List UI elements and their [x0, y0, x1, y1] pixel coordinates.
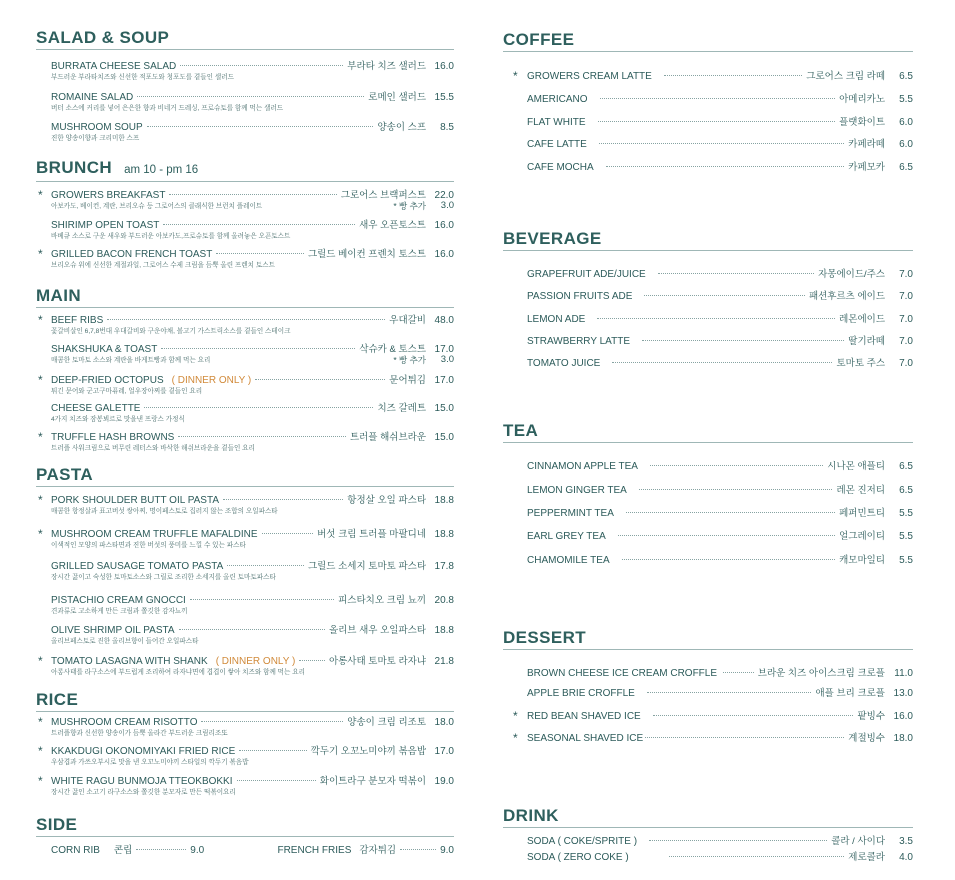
item-name-ko: 콘립 — [113, 845, 133, 856]
item-name-ko: 버섯 크림 트러플 마팔디네 — [317, 529, 426, 540]
item-price: 11.0 — [894, 668, 913, 679]
dinner-only-badge: ( DINNER ONLY ) — [215, 656, 296, 667]
item-name-ko: 새우 오픈토스트 — [359, 220, 426, 231]
menu-item[interactable] — [503, 290, 913, 303]
item-name-ko: 항정살 오일 파스타 — [347, 495, 426, 506]
leader-dots — [644, 295, 805, 296]
section-main — [36, 286, 454, 308]
item-name-ko: 레몬 진저티 — [836, 485, 885, 496]
menu-item[interactable] — [503, 313, 913, 326]
section-coffee — [503, 30, 913, 52]
menu-item[interactable] — [36, 189, 454, 211]
menu-item[interactable] — [36, 745, 454, 767]
item-price: 6.5 — [899, 71, 913, 82]
item-name: PEPPERMINT TEA — [527, 508, 614, 519]
item-description: 장시간 끓이고 숙성한 토마토소스와 그릴로 조리한 소세지를 올린 토마토파스타 — [51, 574, 276, 581]
item-name: SEASONAL SHAVED ICE — [527, 733, 644, 744]
item-name: FRENCH FRIES — [277, 845, 352, 856]
leader-dots — [600, 98, 836, 99]
item-name: APPLE BRIE CROFFLE — [527, 688, 635, 699]
section-title: BRUNCH am 10 - pm 16 — [36, 158, 454, 182]
leader-dots — [299, 660, 325, 661]
item-price: 7.0 — [899, 336, 913, 347]
item-price: 6.0 — [899, 139, 913, 150]
item-name-ko: 아롱사태 토마토 라자냐 — [328, 656, 426, 667]
item-price: 6.5 — [899, 485, 913, 496]
menu-item[interactable] — [36, 219, 454, 241]
menu-item[interactable] — [503, 484, 913, 497]
leader-dots — [653, 715, 854, 716]
item-name: GROWERS BREAKFAST — [51, 190, 166, 201]
menu-item[interactable] — [36, 655, 454, 677]
item-description: 올리브페스토로 진한 올리브향이 들어간 오일파스타 — [51, 638, 199, 645]
leader-dots — [223, 499, 343, 500]
item-price: 5.5 — [899, 94, 913, 105]
item-name-ko: 로메인 샐러드 — [368, 92, 426, 103]
leader-dots — [163, 224, 355, 225]
item-description: 4가지 치즈와 잠봉뵈르로 맛을낸 프랑스 가정식 — [51, 416, 185, 423]
signature-star-icon: * — [38, 247, 43, 261]
signature-star-icon: * — [38, 430, 43, 444]
leader-dots — [136, 849, 186, 850]
item-name-ko: 치즈 갈레트 — [377, 403, 426, 414]
item-name: MUSHROOM SOUP — [51, 122, 143, 133]
item-name: LEMON GINGER TEA — [527, 485, 627, 496]
item-name: PISTACHIO CREAM GNOCCI — [51, 595, 186, 606]
item-price: 18.0 — [893, 733, 913, 744]
section-title: SIDE — [36, 815, 454, 837]
item-price: 5.5 — [899, 555, 913, 566]
item-name-ko: 그로어스 크림 라떼 — [806, 71, 885, 82]
leader-dots — [239, 750, 306, 751]
menu-item[interactable] — [36, 402, 454, 424]
item-price: 16.0 — [434, 220, 454, 231]
item-name-ko: 자몽에이드/주스 — [818, 269, 885, 280]
item-description: 이색적인 모양의 파스타면과 진한 버섯의 풍미를 느낄 수 있는 파스타 — [51, 542, 246, 549]
leader-dots — [639, 489, 833, 490]
extra-price: 3.0 — [440, 354, 454, 365]
item-price: 17.0 — [434, 746, 454, 757]
item-price: 7.0 — [899, 314, 913, 325]
section-title: PASTA — [36, 465, 454, 487]
leader-dots — [645, 737, 844, 738]
item-name-ko: 그릴드 베이컨 프렌치 토스트 — [307, 249, 426, 260]
item-price: 48.0 — [434, 315, 454, 326]
item-description: 트러플 사워크림으로 버무린 레터스와 바삭한 해쉬브라운을 곁들인 요리 — [51, 445, 255, 452]
item-name: RED BEAN SHAVED ICE — [527, 711, 641, 722]
menu-item[interactable] — [36, 528, 454, 550]
section-salad-soup — [36, 28, 454, 50]
item-description: 견과류로 고소하게 만든 크림과 쫄깃한 감자뇨끼 — [51, 608, 188, 615]
item-price: 4.0 — [899, 852, 913, 863]
item-price: 20.8 — [434, 595, 454, 606]
item-name-ko: 얼그레이티 — [839, 531, 885, 542]
item-name: BROWN CHEESE ICE CREAM CROFFLE — [527, 668, 718, 679]
item-price: 16.0 — [434, 61, 454, 72]
menu-item[interactable] — [503, 732, 913, 745]
item-name-ko: 양송이 크림 리조토 — [347, 717, 426, 728]
menu-item[interactable] — [503, 357, 913, 370]
section-title: MAIN — [36, 286, 454, 308]
item-name-ko: 캐모마일티 — [839, 555, 885, 566]
item-name: CHEESE GALETTE — [51, 403, 141, 414]
leader-dots — [169, 194, 336, 195]
menu-item[interactable] — [36, 343, 454, 365]
item-name: LEMON ADE — [527, 314, 586, 325]
leader-dots — [144, 407, 373, 408]
item-price: 6.5 — [899, 461, 913, 472]
item-name: CAFE LATTE — [527, 139, 587, 150]
menu-item[interactable] — [503, 116, 913, 129]
side-items-row — [36, 844, 454, 857]
signature-star-icon: * — [38, 313, 43, 327]
item-price: 7.0 — [899, 358, 913, 369]
item-name: MUSHROOM CREAM RISOTTO — [51, 717, 198, 728]
menu-item[interactable] — [503, 667, 913, 680]
leader-dots — [201, 721, 343, 722]
item-name-ko: 올리브 새우 오일파스타 — [328, 625, 426, 636]
menu-item[interactable] — [503, 460, 913, 473]
menu-item[interactable] — [36, 374, 454, 396]
menu-item[interactable] — [36, 60, 454, 82]
menu-item[interactable] — [36, 716, 454, 738]
leader-dots — [723, 672, 754, 673]
leader-dots — [137, 96, 364, 97]
item-price: 6.0 — [899, 117, 913, 128]
item-name: STRAWBERRY LATTE — [527, 336, 630, 347]
item-name-ko: 피스타치오 크림 뇨끼 — [338, 595, 426, 606]
leader-dots — [107, 319, 385, 320]
item-name: ROMAINE SALAD — [51, 92, 134, 103]
item-price: 7.0 — [899, 291, 913, 302]
menu-item[interactable] — [503, 851, 913, 864]
item-name-ko: 부라타 치즈 샐러드 — [347, 61, 426, 72]
section-tea — [503, 421, 913, 443]
item-name-ko: 애플 브리 크로플 — [815, 688, 885, 699]
leader-dots — [227, 565, 304, 566]
item-price: 3.5 — [899, 836, 913, 847]
item-name-ko: 깍두기 오꼬노미야끼 볶음밥 — [310, 746, 426, 757]
item-name: AMERICANO — [527, 94, 588, 105]
item-name-ko: 레몬에이드 — [839, 314, 885, 325]
item-price: 15.0 — [434, 432, 454, 443]
section-dessert — [503, 628, 913, 650]
dinner-only-badge: ( DINNER ONLY ) — [171, 375, 252, 386]
extra-price: 3.0 — [440, 200, 454, 211]
leader-dots — [161, 348, 355, 349]
item-price: 9.0 — [440, 845, 454, 856]
item-name: DEEP-FRIED OCTOPUS — [51, 375, 164, 386]
item-price: 16.0 — [893, 711, 913, 722]
signature-star-icon: * — [513, 709, 518, 723]
section-subtitle: am 10 - pm 16 — [124, 164, 199, 176]
item-name-ko: 시나몬 애플티 — [827, 461, 885, 472]
item-description: 매콤한 토마토 소스와 계란을 바게트빵과 함께 먹는 요리 — [51, 357, 211, 364]
signature-star-icon: * — [38, 744, 43, 758]
item-name-ko: 패션후르츠 에이드 — [808, 291, 885, 302]
item-price: 15.0 — [434, 403, 454, 414]
item-description: 꽃갈비살인 6,7,8번대 우대갈비와 구운야채, 볼고기 가스트릭소스를 곁들인 스테이크 — [51, 328, 291, 335]
item-name-ko: 문어튀김 — [389, 375, 426, 386]
item-name: SHIRIMP OPEN TOAST — [51, 220, 160, 231]
item-name: PASSION FRUITS ADE — [527, 291, 633, 302]
item-name: CAFE MOCHA — [527, 162, 594, 173]
item-name: PORK SHOULDER BUTT OIL PASTA — [51, 495, 219, 506]
leader-dots — [179, 629, 325, 630]
signature-star-icon: * — [513, 731, 518, 745]
menu-item[interactable] — [36, 560, 454, 582]
item-name: SHAKSHUKA & TOAST — [51, 344, 158, 355]
leader-dots — [597, 318, 835, 319]
item-extra — [393, 355, 454, 365]
leader-dots — [650, 465, 823, 466]
item-name-ko: 토마토 주스 — [836, 358, 885, 369]
menu-item[interactable] — [36, 775, 454, 797]
signature-star-icon: * — [513, 69, 518, 83]
section-rice — [36, 690, 454, 712]
item-name-ko: 트러플 해쉬브라운 — [349, 432, 426, 443]
item-price: 17.0 — [434, 375, 454, 386]
item-name: MUSHROOM CREAM TRUFFLE MAFALDINE — [51, 529, 258, 540]
menu-item[interactable] — [36, 314, 454, 336]
menu-item[interactable] — [503, 161, 913, 174]
leader-dots — [216, 253, 304, 254]
item-price: 6.5 — [899, 162, 913, 173]
item-description: 부드러운 부라타치즈와 신선한 적포도와 청포도를 곁들인 샐러드 — [51, 74, 234, 81]
item-name: FLAT WHITE — [527, 117, 586, 128]
item-name: SODA ( ZERO COKE ) — [527, 852, 629, 863]
section-drink — [503, 806, 913, 828]
menu-item[interactable] — [503, 335, 913, 348]
signature-star-icon: * — [38, 715, 43, 729]
item-name-ko: 페퍼민트티 — [839, 508, 885, 519]
leader-dots — [255, 379, 385, 380]
item-description: 아롱사태를 라구소스에 부드럽게 조리하여 라자냐면에 겹겹이 쌓아 치즈와 함께 먹는 요리 — [51, 669, 305, 676]
item-name-ko: 콜라 / 사이다 — [831, 836, 885, 847]
item-name-ko: 팥빙수 — [857, 711, 885, 722]
item-price: 18.8 — [434, 625, 454, 636]
signature-star-icon: * — [38, 527, 43, 541]
menu-item[interactable] — [36, 494, 454, 516]
leader-dots — [147, 126, 374, 127]
leader-dots — [649, 840, 827, 841]
menu-item[interactable] — [503, 507, 913, 520]
item-price: 9.0 — [190, 845, 205, 856]
leader-dots — [642, 340, 844, 341]
item-name-ko: 그로어스 브랙퍼스트 — [340, 190, 426, 201]
menu-item[interactable] — [36, 624, 454, 646]
section-side — [36, 815, 454, 837]
menu-item[interactable] — [503, 138, 913, 151]
menu-item[interactable] — [503, 70, 913, 83]
item-name-ko: 카페라떼 — [848, 139, 885, 150]
item-name: TOMATO JUICE — [527, 358, 601, 369]
item-name-ko: 화이트라구 분모자 떡볶이 — [319, 776, 426, 787]
item-name-ko: 우대갈비 — [389, 315, 426, 326]
item-name-ko: 아메리카노 — [839, 94, 885, 105]
item-name: GRAPEFRUIT ADE/JUICE — [527, 269, 646, 280]
item-price: 16.0 — [434, 249, 454, 260]
section-beverage — [503, 229, 913, 251]
leader-dots — [598, 121, 836, 122]
menu-item[interactable] — [503, 268, 913, 281]
menu-item[interactable] — [503, 687, 913, 700]
leader-dots — [618, 535, 835, 536]
signature-star-icon: * — [38, 188, 43, 202]
leader-dots — [237, 780, 316, 781]
item-price: 18.8 — [434, 529, 454, 540]
section-title: RICE — [36, 690, 454, 712]
item-name-ko: 계절빙수 — [848, 733, 885, 744]
item-name-ko: 딸기라떼 — [848, 336, 885, 347]
item-name: BEEF RIBS — [51, 315, 104, 326]
menu-item[interactable] — [51, 844, 253, 857]
item-name: GROWERS CREAM LATTE — [527, 71, 652, 82]
extra-label: * 빵 추가 — [393, 201, 426, 211]
menu-item[interactable] — [36, 431, 454, 453]
menu-item[interactable] — [36, 248, 454, 270]
item-name: KKAKDUGI OKONOMIYAKI FRIED RICE — [51, 746, 236, 757]
signature-star-icon: * — [38, 654, 43, 668]
menu-item[interactable] — [36, 121, 454, 143]
item-name-ko: 양송이 스프 — [377, 122, 426, 133]
leader-dots — [669, 856, 845, 857]
section-title: DESSERT — [503, 628, 913, 650]
item-name: TRUFFLE HASH BROWNS — [51, 432, 175, 443]
item-name-ko: 삭슈카 & 토스트 — [359, 344, 426, 355]
leader-dots — [599, 143, 844, 144]
leader-dots — [400, 849, 436, 850]
item-description: 트러플향과 신선한 양송이가 듬뿍 올라간 부드러운 크림리조또 — [51, 730, 228, 737]
item-price: 19.0 — [434, 776, 454, 787]
item-description: 브리오슈 위에 신선한 계절과일, 그로어스 수제 크림을 듬뿍 올린 프렌치 토스트 — [51, 262, 275, 269]
item-name: WHITE RAGU BUNMOJA TTEOKBOKKI — [51, 776, 233, 787]
item-price: 8.5 — [440, 122, 454, 133]
item-name: EARL GREY TEA — [527, 531, 606, 542]
item-price: 17.0 — [434, 344, 454, 355]
item-price: 5.5 — [899, 508, 913, 519]
section-title: COFFEE — [503, 30, 913, 52]
item-price: 22.0 — [434, 190, 454, 201]
leader-dots — [178, 436, 346, 437]
menu-item[interactable] — [503, 93, 913, 106]
item-description: 버터 소스에 커리를 넣어 은은한 향과 비네거 드레싱, 프로슈토를 함께 먹는 샐러드 — [51, 105, 284, 112]
item-name: CORN RIB — [51, 845, 100, 856]
item-name: CHAMOMILE TEA — [527, 555, 610, 566]
section-title: SALAD & SOUP — [36, 28, 454, 50]
leader-dots — [647, 692, 812, 693]
signature-star-icon: * — [38, 373, 43, 387]
item-description: 장시간 끓인 소고기 라구소스와 쫄깃한 분모자로 만든 떡볶이요리 — [51, 789, 236, 796]
item-description: 튀긴 문어와 군고구마퓨레, 얼우장아찌를 곁들인 요리 — [51, 388, 203, 395]
section-title: BEVERAGE — [503, 229, 913, 251]
item-description: 아보카도, 베이컨, 계란, 브리오슈 등 그로어스의 클래식한 브런치 플레이트 — [51, 203, 263, 210]
item-name-ko: 제로콜라 — [848, 852, 885, 863]
item-name-ko: 그릴드 소세지 토마토 파스타 — [307, 561, 426, 572]
item-description: 우삼겹과 가쓰오부시로 맛을 낸 오꼬노미야끼 스타일의 깍두기 볶음밥 — [51, 759, 249, 766]
item-price: 15.5 — [434, 92, 454, 103]
item-description: 진한 양송이향과 크리미한 스프 — [51, 135, 140, 142]
item-price: 5.5 — [899, 531, 913, 542]
signature-star-icon: * — [38, 493, 43, 507]
item-name: GRILLED SAUSAGE TOMATO PASTA — [51, 561, 224, 572]
item-price: 18.8 — [434, 495, 454, 506]
menu-item[interactable] — [503, 835, 913, 848]
item-name: SODA ( COKE/SPRITE ) — [527, 836, 638, 847]
section-pasta — [36, 465, 454, 487]
leader-dots — [190, 599, 334, 600]
item-name-ko: 브라운 치즈 아이스크림 크로플 — [757, 668, 885, 679]
leader-dots — [180, 65, 343, 66]
leader-dots — [262, 533, 314, 534]
item-price: 17.8 — [434, 561, 454, 572]
leader-dots — [658, 273, 814, 274]
section-brunch — [36, 158, 454, 182]
item-price: 7.0 — [899, 269, 913, 280]
menu-item[interactable] — [503, 710, 913, 723]
item-name: BURRATA CHEESE SALAD — [51, 61, 177, 72]
item-extra — [393, 201, 454, 211]
item-name: OLIVE SHRIMP OIL PASTA — [51, 625, 175, 636]
item-name-ko: 감자튀김 — [359, 845, 397, 856]
extra-label: * 빵 추가 — [393, 355, 426, 365]
signature-star-icon: * — [38, 774, 43, 788]
leader-dots — [626, 512, 835, 513]
menu-item[interactable] — [36, 594, 454, 616]
item-price: 13.0 — [893, 688, 913, 699]
item-name: TOMATO LASAGNA WITH SHANK — [51, 656, 208, 667]
section-title: DRINK — [503, 806, 913, 828]
item-description: 바베큐 소스로 구운 새우와 부드러운 아보카도,프로슈토를 함께 올려놓은 오픈토스트 — [51, 233, 291, 240]
item-price: 18.0 — [434, 717, 454, 728]
menu-item[interactable] — [503, 554, 913, 567]
item-description: 매콤한 항정살과 표고버섯 쌍아찌, 명이페스토로 집러지 않는 조합의 오일파스타 — [51, 508, 278, 515]
leader-dots — [612, 362, 832, 363]
leader-dots — [622, 559, 836, 560]
item-name-ko: 카페모카 — [848, 162, 885, 173]
section-title: TEA — [503, 421, 913, 443]
item-name-ko: 플랫화이트 — [839, 117, 885, 128]
item-name: CINNAMON APPLE TEA — [527, 461, 638, 472]
menu-item[interactable] — [253, 844, 455, 857]
item-price: 21.8 — [434, 656, 454, 667]
leader-dots — [606, 166, 845, 167]
item-name: GRILLED BACON FRENCH TOAST — [51, 249, 213, 260]
menu-item[interactable] — [36, 91, 454, 113]
menu-item[interactable] — [503, 530, 913, 543]
leader-dots — [664, 75, 802, 76]
